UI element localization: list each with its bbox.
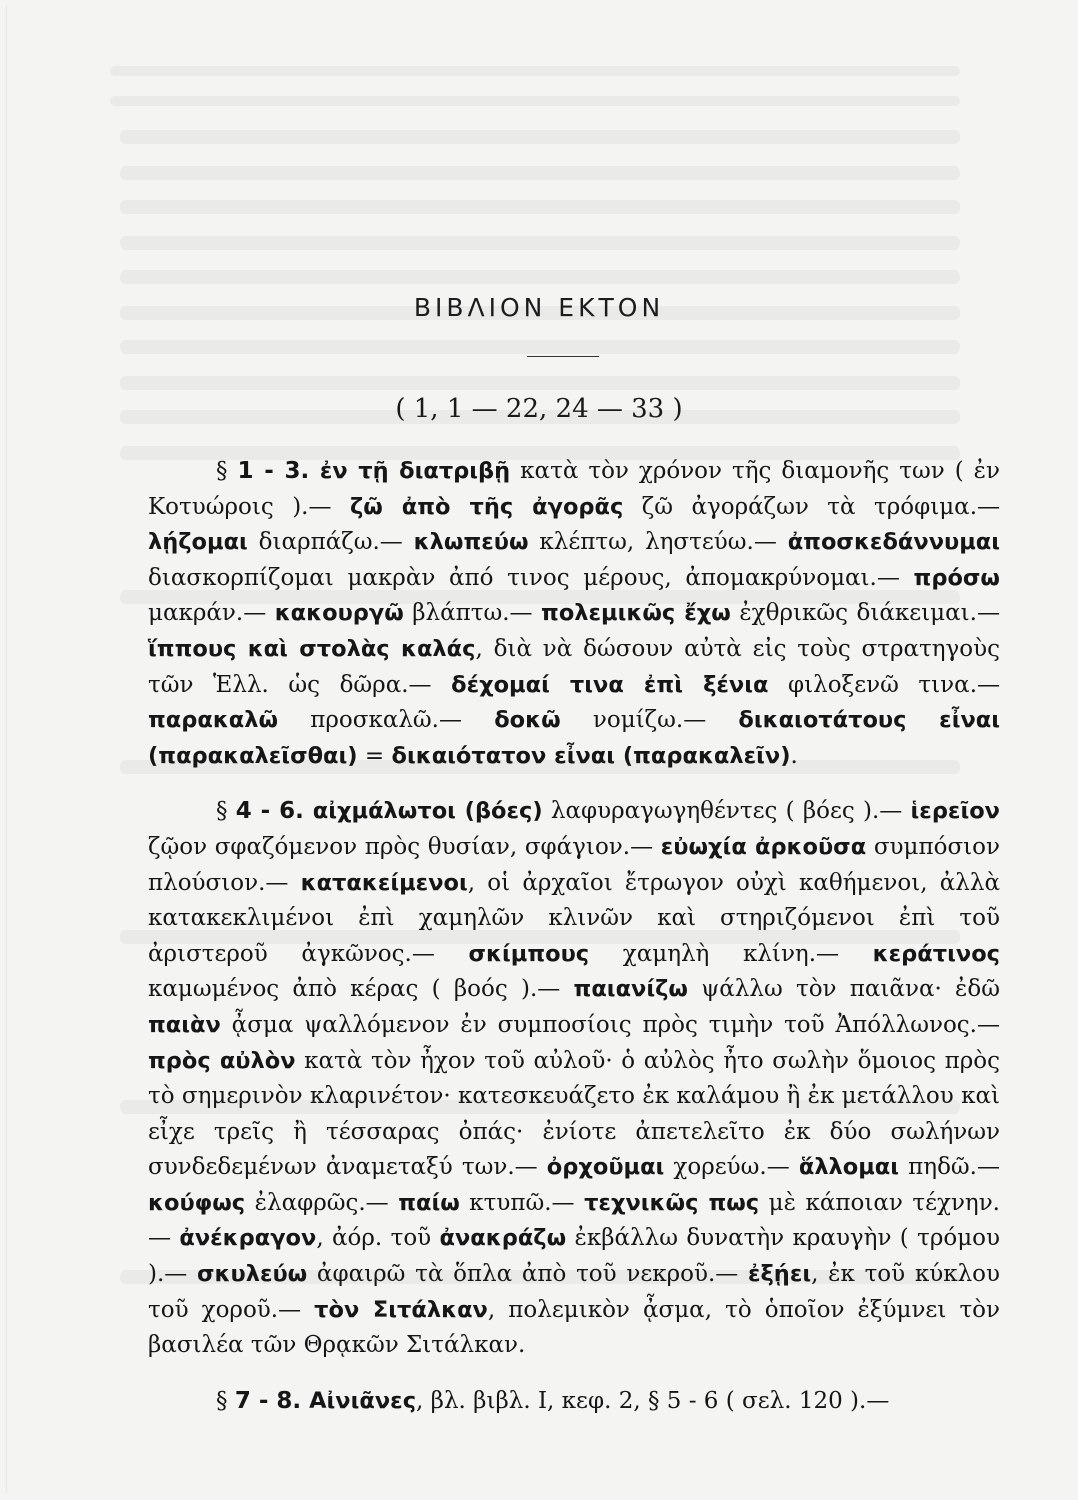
lemma-term: πολεμικῶς ἔχω	[541, 600, 731, 627]
lemma-term: ἱερεῖον	[910, 798, 1001, 825]
gloss-text: μὲ κάποιαν τέχνην.—	[148, 1189, 1000, 1252]
lemma-term: εὐωχία ἀρκοῦσα	[660, 833, 867, 860]
lemma-term: δέχομαί τινα ἐπὶ ξένια	[451, 671, 769, 698]
chapter-range: ( 1, 1 — 22, 24 — 33 )	[395, 394, 683, 424]
lemma-term: ζῶ ἀπὸ τῆς ἀγορᾶς	[349, 493, 624, 520]
lemma-term: δικαιότατον εἶναι (παρακαλεῖν)	[391, 742, 791, 769]
title-rule	[527, 356, 599, 357]
gloss-text: ἐχθρικῶς διάκειμαι.—	[730, 600, 1000, 627]
lemma-term: αἰχμάλωτοι (βόες)	[312, 798, 543, 825]
gloss-text: κατὰ τὸν ἦχον τοῦ αὐλοῦ· ὁ αὐλὸς ἦτο σωλὴν ὅμοιος πρὸς τὸ σημερινὸν κλαρινέτον· κατεσκευάζετο ἐκ καλάμου ἢ ἐκ μετάλλου καὶ εἶχε τρεῖς ἢ τέσσαρας ὀπάς· ἐνίοτε ἀπετελεῖτο ἐκ δύο σωλήνων συνδεδεμένων ἀναμεταξύ των.—	[148, 1047, 1000, 1181]
lemma-term: ἐν τῇ διατριβῇ	[319, 458, 511, 484]
gloss-text: , πολεμικὸν ᾆσμα, τὸ ὁποῖον ἐξύμνει τὸν βασιλέα τῶν Θρᾳκῶν Σιτάλκαν.	[148, 1296, 1000, 1359]
lemma-term: κεράτινος	[872, 940, 1000, 967]
lemma-term: παιὰν	[148, 1011, 221, 1038]
gloss-text: , βλ. βιβλ. I, κεφ. 2, § 5 - 6 ( σελ. 120 ).—	[416, 1387, 890, 1414]
gloss-text: ἀφαιρῶ τὰ ὅπλα ἀπὸ τοῦ νεκροῦ.—	[307, 1261, 748, 1288]
section-paragraph	[148, 1384, 1000, 1420]
lemma-term: παρακαλῶ	[148, 707, 279, 734]
gloss-text: βλάπτω.—	[403, 600, 542, 627]
gloss-text: κλέπτω, ληστεύω.—	[528, 529, 788, 556]
gloss-text: ἐκβάλλω δυνατὴν κραυγὴν ( τρόμου ).—	[148, 1225, 1001, 1288]
gloss-text: νομίζω.—	[560, 707, 739, 734]
section-number: 7 - 8.	[234, 1387, 310, 1414]
gloss-text: καμωμένος ἀπὸ κέρας ( βοός ).—	[148, 976, 574, 1003]
section-number: 4 - 6.	[235, 798, 313, 825]
gloss-text: χαμηλὴ κλίνη.—	[589, 940, 873, 967]
lemma-term: παίω	[398, 1189, 460, 1216]
gloss-text: ζῶ ἀγοράζων τὰ τρόφιμα.—	[623, 493, 1001, 520]
gloss-text: προσκαλῶ.—	[278, 707, 495, 734]
commentary-text	[148, 454, 1000, 1419]
gloss-text: =	[357, 742, 392, 769]
lemma-term: Αἰνιᾶνες	[309, 1387, 417, 1414]
gloss-text: , ἐκ τοῦ κύκλου τοῦ χοροῦ.—	[148, 1261, 1000, 1323]
gloss-text: , οἱ ἀρχαῖοι ἔτρωγον οὐχὶ καθήμενοι, ἀλλὰ κατακεκλιμένοι ἐπὶ χαμηλῶν κλινῶν καὶ στηριζόμενοι ἐπὶ τοῦ ἀριστεροῦ ἀγκῶνος.—	[148, 869, 1000, 967]
gloss-text: φιλοξενῶ τινα.—	[768, 671, 1000, 698]
gloss-text: .	[790, 742, 798, 769]
lemma-term: λῄζομαι	[148, 529, 248, 556]
section-number: 1 - 3.	[237, 458, 320, 484]
lemma-term: ὀρχοῦμαι	[546, 1154, 665, 1181]
lemma-term: σκυλεύω	[197, 1261, 308, 1288]
book-title: ΒΙΒΛΙΟΝ ΕΚΤΟΝ	[413, 293, 665, 322]
gloss-text: ᾆσμα ψαλλόμενον ἐν συμποσίοις πρὸς τιμὴν τοῦ Ἀπόλλωνος.—	[220, 1011, 1000, 1038]
lemma-term: ἀνέκραγον	[179, 1225, 317, 1252]
gloss-text: διασκορπίζομαι μακρὰν ἀπό τινος μέρους, ἀπομακρύνομαι.—	[148, 564, 914, 591]
gloss-text: κτυπῶ.—	[459, 1189, 585, 1216]
section-sign: §	[216, 458, 238, 484]
gloss-text: χορεύω.—	[664, 1154, 799, 1181]
lemma-term: πρόσω	[913, 564, 1000, 591]
section-sign: §	[216, 798, 236, 825]
gloss-text: λαφυραγωγηθέντες ( βόες ).—	[542, 798, 911, 825]
lemma-term: κατακείμενοι	[300, 869, 468, 896]
gloss-text: συμπόσιον πλούσιον.—	[148, 833, 1000, 896]
lemma-term: ἀποσκεδάννυμαι	[787, 529, 1000, 556]
lemma-term: ἀνακράζω	[439, 1225, 567, 1252]
lemma-term: δικαιοτάτους εἶναι (παρακαλεῖσθαι)	[148, 707, 1001, 769]
gloss-text: ἐλαφρῶς.—	[245, 1189, 399, 1216]
gloss-text: διαρπάζω.—	[247, 529, 414, 556]
gloss-text: ζῷον σφαζόμενον πρὸς θυσίαν, σφάγιον.—	[148, 833, 661, 860]
lemma-term: ἅλλομαι	[798, 1154, 900, 1181]
lemma-term: κούφως	[148, 1189, 246, 1216]
gloss-text: ψάλλω τὸν παιᾶνα· ἐδῶ	[687, 976, 1000, 1003]
lemma-term: κακουργῶ	[274, 600, 404, 627]
lemma-term: τὸν Σιτάλκαν	[314, 1296, 488, 1323]
gloss-text: , διὰ νὰ δώσουν αὐτὰ εἰς τοὺς στρατηγοὺς τῶν Ἑλλ. ὡς δῶρα.—	[148, 635, 1000, 698]
lemma-term: παιανίζω	[573, 976, 688, 1003]
section-paragraph	[148, 454, 1000, 774]
section-sign: §	[216, 1387, 235, 1414]
gloss-text: , ἀόρ. τοῦ	[316, 1225, 440, 1252]
section-paragraph	[148, 794, 1000, 1364]
lemma-term: σκίμπους	[468, 940, 590, 967]
gloss-text: μακράν.—	[148, 600, 275, 627]
lemma-term: κλωπεύω	[413, 529, 529, 556]
gloss-text: πηδῶ.—	[899, 1154, 1000, 1181]
lemma-term: τεχνικῶς πως	[584, 1189, 760, 1216]
lemma-term: πρὸς αὐλὸν	[148, 1047, 296, 1074]
gloss-text: κατὰ τὸν χρόνον τῆς διαμονῆς των ( ἐν Κοτυώροις ).—	[148, 458, 1000, 520]
lemma-term: δοκῶ	[494, 707, 561, 734]
lemma-term: ἐξῄει	[747, 1261, 812, 1288]
lemma-term: ἵππους καὶ στολὰς καλάς	[148, 635, 476, 662]
